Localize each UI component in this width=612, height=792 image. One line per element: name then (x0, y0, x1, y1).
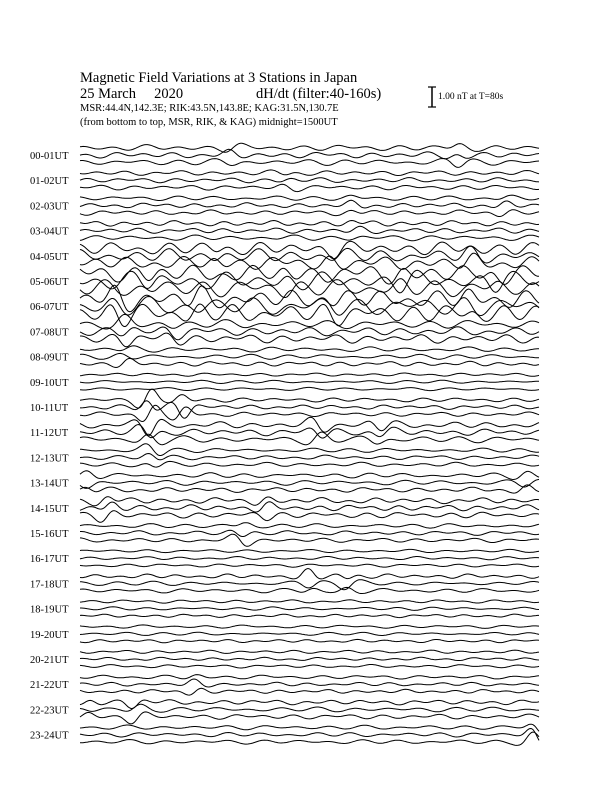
station-order-note: (from bottom to top, MSR, RIK, & KAG) midnight=1500UT (80, 117, 338, 128)
trace-rik (80, 149, 539, 158)
hour-label: 19-20UT (30, 629, 69, 641)
trace-msr (80, 346, 539, 352)
trace-kag (80, 534, 539, 546)
trace-msr (80, 675, 539, 679)
trace-msr (80, 143, 539, 152)
trace-rik (80, 200, 539, 208)
trace-msr (80, 195, 539, 200)
trace-kag (80, 387, 539, 390)
hour-label: 06-07UT (30, 302, 69, 314)
hour-label: 17-18UT (30, 579, 69, 591)
hour-label: 15-16UT (30, 529, 69, 540)
trace-msr (80, 650, 539, 653)
trace-rik (80, 380, 539, 383)
trace-kag (80, 405, 539, 421)
trace-kag (80, 358, 539, 367)
trace-msr (80, 600, 539, 603)
trace-kag (80, 184, 539, 191)
hour-label: 01-02UT (30, 176, 69, 188)
trace-rik (80, 704, 539, 712)
hour-label: 21-22UT (30, 680, 69, 692)
trace-msr (80, 523, 539, 528)
trace-msr (80, 569, 539, 579)
hour-label: 16-17UT (30, 554, 69, 566)
hour-label: 02-03UT (30, 201, 69, 213)
trace-msr (80, 389, 539, 408)
trace-msr (80, 314, 539, 329)
scale-label: 1.00 nT at T=80s (438, 92, 504, 102)
trace-kag (80, 159, 539, 168)
trace-rik (80, 353, 539, 359)
trace-kag (80, 511, 539, 523)
trace-kag (80, 210, 539, 217)
hour-label: 18-19UT (30, 604, 69, 616)
trace-kag (80, 639, 539, 642)
trace-kag (80, 235, 539, 241)
hour-label: 20-21UT (30, 655, 69, 666)
trace-rik (80, 454, 539, 460)
trace-rik (80, 632, 539, 635)
trace-rik (80, 178, 539, 183)
trace-rik (80, 502, 539, 512)
trace-msr (80, 700, 539, 709)
trace-rik (80, 425, 539, 439)
trace-kag (80, 333, 539, 347)
trace-kag (80, 485, 539, 493)
hour-label: 07-08UT (30, 327, 69, 339)
trace-rik (80, 557, 539, 560)
trace-msr (80, 417, 539, 435)
station-coordinates: MSR:44.4N,142.3E; RIK:43.5N,143.8E; KAG:31.5N,130.7E (80, 103, 339, 114)
hour-label: 09-10UT (30, 377, 69, 389)
trace-msr (80, 170, 539, 176)
trace-kag (80, 712, 539, 724)
trace-rik (80, 580, 539, 590)
trace-msr (80, 724, 539, 731)
hour-label: 22-23UT (30, 705, 69, 717)
trace-msr (80, 549, 539, 552)
trace-msr (80, 265, 539, 284)
trace-kag (80, 665, 539, 669)
trace-rik (80, 657, 539, 660)
trace-rik (80, 246, 539, 263)
trace-msr (80, 625, 539, 629)
hour-label: 05-06UT (30, 277, 69, 288)
trace-kag (80, 253, 539, 269)
trace-msr (80, 497, 539, 506)
date-year: 2020 (154, 86, 184, 102)
trace-rik (80, 530, 539, 536)
trace-msr (80, 285, 539, 312)
trace-rik (80, 679, 539, 687)
hour-label: 12-13UT (30, 453, 69, 465)
trace-kag (80, 304, 539, 327)
hour-label: 04-05UT (30, 251, 69, 263)
trace-msr (80, 221, 539, 227)
trace-kag (80, 614, 539, 618)
hour-label: 03-04UT (30, 226, 69, 238)
trace-rik (80, 607, 539, 611)
hour-label: 11-12UT (30, 428, 69, 440)
hour-label: 23-24UT (30, 730, 69, 742)
trace-kag (80, 564, 539, 567)
trace-kag (80, 432, 539, 445)
trace-rik (80, 226, 539, 233)
hour-label: 14-15UT (30, 503, 69, 515)
hour-label: 13-14UT (30, 478, 69, 490)
date-day: 25 March (80, 86, 136, 102)
hour-label: 08-09UT (30, 352, 69, 364)
trace-msr (80, 471, 539, 480)
hour-label: 10-11UT (30, 403, 69, 414)
trace-rik (80, 729, 539, 741)
chart-title: Magnetic Field Variations at 3 Stations in Japan (80, 70, 358, 86)
chart-quantity: dH/dt (filter:40-160s) (256, 86, 382, 102)
trace-rik (80, 297, 539, 316)
trace-msr (80, 373, 539, 376)
hour-label: 00-01UT (30, 151, 69, 162)
trace-kag (80, 461, 539, 467)
trace-kag (80, 688, 539, 695)
